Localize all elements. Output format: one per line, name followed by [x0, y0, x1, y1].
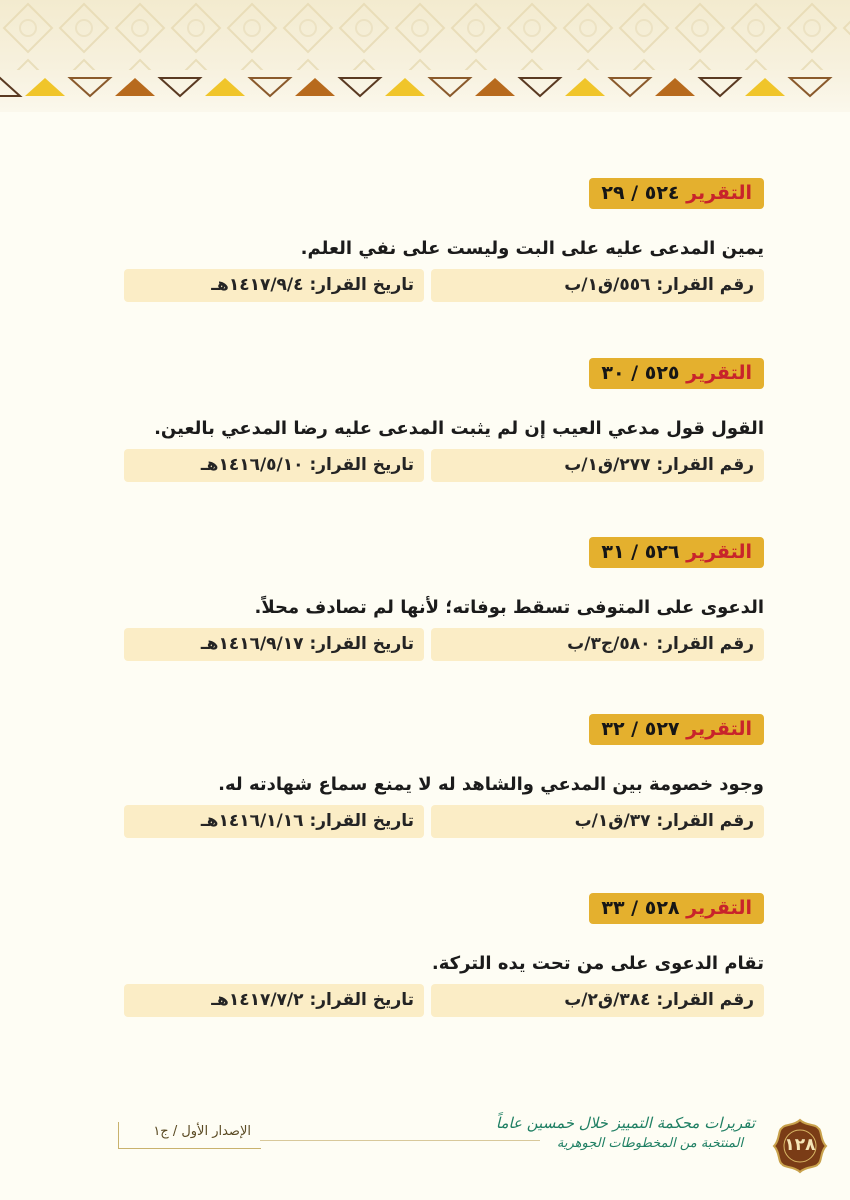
entry-heading	[589, 714, 764, 745]
decision-number-value: ٣٨٤/ق٢/ب	[564, 990, 651, 1010]
entry-rule-text: يمين المدعى عليه على البت وليست على نفي العلم.	[300, 238, 764, 259]
decision-date-label: تاريخ القرار:	[309, 455, 414, 475]
entry-rule-text: وجود خصومة بين المدعي والشاهد له لا يمنع سماع شهادته له.	[218, 774, 764, 795]
heading-prefix: التقرير	[686, 897, 752, 919]
decision-date-label: تاريخ القرار:	[309, 811, 414, 831]
decision-date-value: ١٤١٦/٩/١٧هـ	[200, 634, 304, 654]
decision-date-box	[124, 805, 424, 838]
heading-numbers: ٥٢٦ / ٣١	[601, 541, 680, 563]
decision-number-label: رقم القرار:	[656, 634, 754, 654]
decision-date-box	[124, 449, 424, 482]
footer-divider	[260, 1140, 540, 1141]
decision-number-value: ٥٨٠/ج٣/ب	[567, 634, 651, 654]
decision-date-box	[124, 269, 424, 302]
heading-numbers: ٥٢٤ / ٢٩	[601, 182, 680, 204]
heading-prefix: التقرير	[686, 362, 752, 384]
entry-heading	[589, 358, 764, 389]
heading-prefix: التقرير	[686, 182, 752, 204]
decision-number-label: رقم القرار:	[656, 275, 754, 295]
entry-rule-text: القول قول مدعي العيب إن لم يثبت المدعى عليه رضا المدعي بالعين.	[154, 418, 764, 439]
heading-prefix: التقرير	[686, 541, 752, 563]
brand-line-2: المنتخبة من المخطوطات الجوهرية	[556, 1136, 744, 1151]
decision-number-box	[431, 628, 764, 661]
decision-number-box	[431, 269, 764, 302]
decision-date-value: ١٤١٧/٩/٤هـ	[211, 275, 304, 295]
decision-number-value: ٥٥٦/ق١/ب	[564, 275, 651, 295]
heading-numbers: ٥٢٥ / ٣٠	[601, 362, 680, 384]
page-number: ١٢٨	[784, 1135, 816, 1155]
entry-rule-text: تقام الدعوى على من تحت يده التركة.	[431, 953, 764, 974]
entry-rule-text: الدعوى على المتوفى تسقط بوفاته؛ لأنها لم تصادف محلاً.	[254, 597, 764, 618]
decision-date-label: تاريخ القرار:	[309, 634, 414, 654]
decision-number-box	[431, 805, 764, 838]
entry-heading	[589, 893, 764, 924]
decision-number-value: ٣٧/ق١/ب	[574, 811, 651, 831]
decision-number-label: رقم القرار:	[656, 811, 754, 831]
entry-heading	[589, 537, 764, 568]
decision-date-label: تاريخ القرار:	[309, 990, 414, 1010]
heading-numbers: ٥٢٧ / ٣٢	[601, 718, 680, 740]
entry-heading	[589, 178, 764, 209]
decision-number-label: رقم القرار:	[656, 990, 754, 1010]
decision-number-label: رقم القرار:	[656, 455, 754, 475]
heading-numbers: ٥٢٨ / ٣٣	[601, 897, 680, 919]
decorative-header	[0, 0, 850, 112]
decision-date-box	[124, 984, 424, 1017]
page-number-badge	[772, 1118, 828, 1174]
decision-date-value: ١٤١٦/٥/١٠هـ	[200, 455, 304, 475]
decision-date-value: ١٤١٧/٧/٢هـ	[211, 990, 304, 1010]
heading-prefix: التقرير	[686, 718, 752, 740]
brand-line-1: تقريرات محكمة التمييز خلال خمسين عاماً	[495, 1114, 755, 1132]
book-brand	[495, 1112, 755, 1154]
decision-number-value: ٢٧٧/ق١/ب	[564, 455, 651, 475]
ornament-pattern-icon	[0, 0, 850, 112]
edition-label-box	[118, 1122, 261, 1149]
decision-date-value: ١٤١٦/١/١٦هـ	[200, 811, 304, 831]
decision-number-box	[431, 984, 764, 1017]
decision-date-box	[124, 628, 424, 661]
decision-date-label: تاريخ القرار:	[309, 275, 414, 295]
edition-label: الإصدار الأول / ج١	[153, 1124, 251, 1139]
decision-number-box	[431, 449, 764, 482]
